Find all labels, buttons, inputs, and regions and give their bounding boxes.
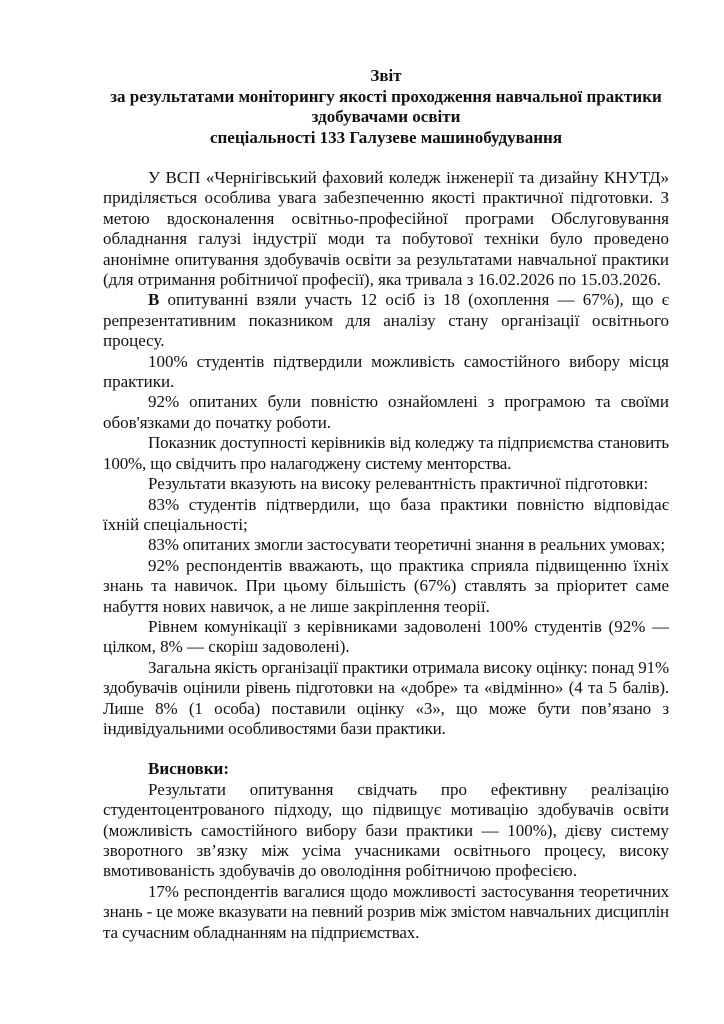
title-line-4: спеціальності 133 Галузеве машинобудування bbox=[209, 127, 563, 147]
title-line-1: Звіт bbox=[370, 66, 402, 85]
communication-paragraph: Рівнем комунікації з керівниками задоволені 100% студентів (92% — цілком, 8% — скоріш задоволені). bbox=[103, 616, 669, 657]
report-body bbox=[103, 168, 669, 943]
relevance-intro-paragraph: Результати вказують на високу релевантність практичної підготовки: bbox=[148, 474, 649, 494]
conclusions-heading: Висновки: bbox=[148, 759, 229, 779]
participation-text: опитуванні взяли участь 12 осіб із 18 (охоплення — 67%), що є репрезентативним показником для аналізу стану організації освітнього процесу. bbox=[103, 290, 669, 351]
section-spacer bbox=[103, 739, 669, 759]
document-page bbox=[103, 66, 669, 943]
base-matches-paragraph: 83% студентів підтвердили, що база практики повністю відповідає їхній спеціальності; bbox=[103, 494, 669, 534]
skills-improvement-paragraph: 92% респондентів вважають, що практика сприяла підвищенню їхніх знань та навичок. При цьому більшість (67%) ставлять за пріоритет саме набуття нових навичок, а не лише закріплення теорії. bbox=[103, 555, 669, 616]
report-title bbox=[103, 66, 669, 148]
conclusion-paragraph-1: Результати опитування свідчать про ефективну реалізацію студентоцентрованого підходу, що підвищує мотивацію здобувачів освіти (можливість самостійного вибору бази практики — 100%), дієву систему зворотного зв’язку між усіма учасниками освітнього процесу, високу вмотивованість здобувачів до оволодіння робітничою професією. bbox=[103, 779, 669, 881]
informed-paragraph: 92% опитаних були повністю ознайомлені з програмою та своїми обов'язками до початку роботи. bbox=[103, 392, 669, 432]
title-line-3: здобувачами освіти bbox=[311, 107, 461, 126]
free-choice-paragraph: 100% студентів підтвердили можливість самостійного вибору місця практики. bbox=[103, 351, 669, 392]
paragraph-lead-letter: В bbox=[148, 290, 160, 310]
conclusion-paragraph-2: 17% респондентів вагалися щодо можливості застосування теоретичних знань - це може вказувати на певний розрив між змістом навчальних дисциплін та сучасним обладнанням на підприємствах. bbox=[103, 881, 669, 942]
intro-paragraph: У ВСП «Чернігівський фаховий коледж інженерії та дизайну КНУТД» приділяється особлива увага забезпеченню якості практичної підготовки. З метою вдосконалення освітньо-професійної програми Обслуговування обладнання галузі індустрії моди та побутової техніки було проведено анонімне опитування здобувачів освіти за результатами навчальної практики (для отримання робітничої професії), яка тривала з 16.02.2026 по 15.03.2026. bbox=[103, 168, 669, 290]
title-line-2: за результатами моніторингу якості проходження навчальної практики bbox=[110, 86, 662, 106]
supervisor-availability-paragraph: Показник доступності керівників від коледжу та підприємства становить 100%, що свідчить про налагоджену систему менторства. bbox=[103, 433, 669, 473]
participation-paragraph bbox=[103, 290, 669, 351]
applied-theory-paragraph: 83% опитаних змогли застосувати теоретичні знання в реальних умовах; bbox=[148, 535, 665, 555]
overall-quality-paragraph: Загальна якість організації практики отримала високу оцінку: понад 91% здобувачів оцінили рівень підготовки на «добре» та «відмінно» (4 та 5 балів). Лише 8% (1 особа) поставили оцінку «3», що може бути пов’язано з індивідуальними особливостями бази практики. bbox=[103, 657, 669, 738]
